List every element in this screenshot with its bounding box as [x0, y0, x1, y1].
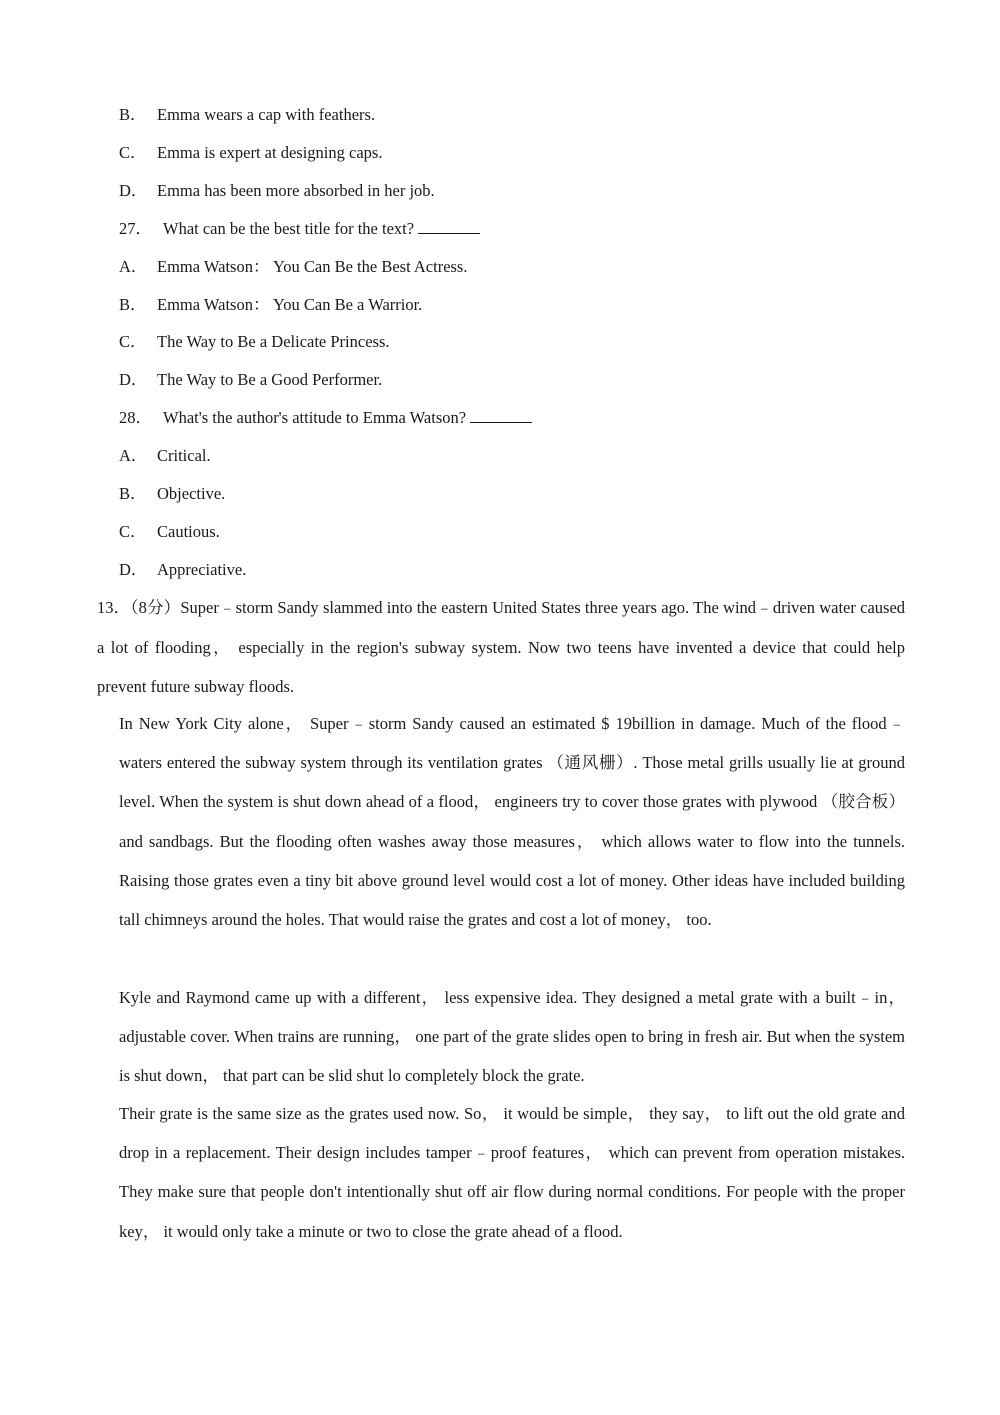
option-letter: A． — [119, 446, 148, 465]
option-letter: D． — [119, 370, 148, 389]
option-letter: D． — [119, 560, 148, 579]
q28-option-b — [119, 483, 225, 505]
question-text: What's the author's attitude to Emma Watson? — [163, 408, 467, 427]
option-text: Emma Watson： You Can Be a Warrior. — [157, 295, 423, 314]
option-text: Appreciative. — [157, 560, 247, 579]
option-text: Cautious. — [157, 522, 220, 541]
answer-blank[interactable] — [418, 219, 480, 234]
option-letter: D． — [119, 181, 148, 200]
passage-paragraph: In New York City alone， Super﹣storm Sandy caused an estimated $ 19billion in damage. Much of the flood﹣waters entered the subway system through its ventilation grates （通风栅）. Those metal grills usually lie at ground level. When the system is shut down ahead of a flood， engineers try to cover those grates with plywood （胶合板） and sandbags. But the flooding often washes away those measures， which allows water to flow into the tunnels. Raising those grates even a tiny bit above ground level would cost a lot of money. Other ideas have included building tall chimneys around the holes. That would raise the grates and cost a lot of money， too. — [119, 714, 905, 930]
q26-option-d — [119, 180, 435, 202]
question-text: What can be the best title for the text? — [163, 219, 415, 238]
answer-blank[interactable] — [470, 408, 532, 423]
q26-option-b — [119, 104, 375, 126]
q28-option-d — [119, 559, 246, 581]
q28-option-a — [119, 445, 211, 467]
option-text: Critical. — [157, 446, 211, 465]
option-text: Emma wears a cap with feathers. — [157, 105, 376, 124]
option-text: Emma Watson： You Can Be the Best Actress. — [157, 257, 468, 276]
q27-option-c — [119, 331, 390, 353]
option-letter: B． — [119, 295, 147, 314]
q27-option-b — [119, 294, 422, 316]
option-text: Emma has been more absorbed in her job. — [157, 181, 435, 200]
passage-paragraph: Their grate is the same size as the grates used now. So， it would be simple， they say， to lift out the old grate and drop in a replacement. Their design includes tamper﹣proof features， which can prevent from operation mistakes. They make sure that people don't intentionally shut off air flow during normal conditions. For people with the proper key， it would only take a minute or two to close the grate ahead of a flood. — [119, 1104, 905, 1241]
passage-intro-text: Super﹣storm Sandy slammed into the eastern United States three years ago. The wind﹣driven water caused a lot of flooding， especially in the region's subway system. Now two teens have invented a device that could help prevent future subway floods. — [97, 598, 906, 696]
q27-option-d — [119, 369, 382, 391]
section-score: （8分） — [130, 598, 181, 617]
question-number: 28． — [119, 408, 152, 427]
option-letter: C． — [119, 332, 147, 351]
q27-option-a — [119, 256, 467, 278]
option-text: The Way to Be a Delicate Princess. — [157, 332, 390, 351]
q28-stem — [119, 407, 532, 429]
option-letter: A． — [119, 257, 148, 276]
option-text: Emma is expert at designing caps. — [157, 143, 383, 162]
q27-stem — [119, 218, 480, 240]
option-letter: C． — [119, 143, 147, 162]
question-number: 27． — [119, 219, 152, 238]
option-text: The Way to Be a Good Performer. — [157, 370, 383, 389]
passage-paragraph: Kyle and Raymond came up with a different， less expensive idea. They designed a metal grate with a built﹣in， adjustable cover. When trains are running， one part of the grate slides open to bring in fresh air. But when the system is shut down， that part can be slid shut lo completely block the grate. — [119, 988, 905, 1086]
q26-option-c — [119, 142, 382, 164]
section-13-intro — [97, 588, 905, 707]
option-text: Objective. — [157, 484, 226, 503]
q28-option-c — [119, 521, 220, 543]
option-letter: C． — [119, 522, 147, 541]
option-letter: B． — [119, 484, 147, 503]
section-number: 13． — [97, 598, 131, 617]
option-letter: B． — [119, 105, 147, 124]
